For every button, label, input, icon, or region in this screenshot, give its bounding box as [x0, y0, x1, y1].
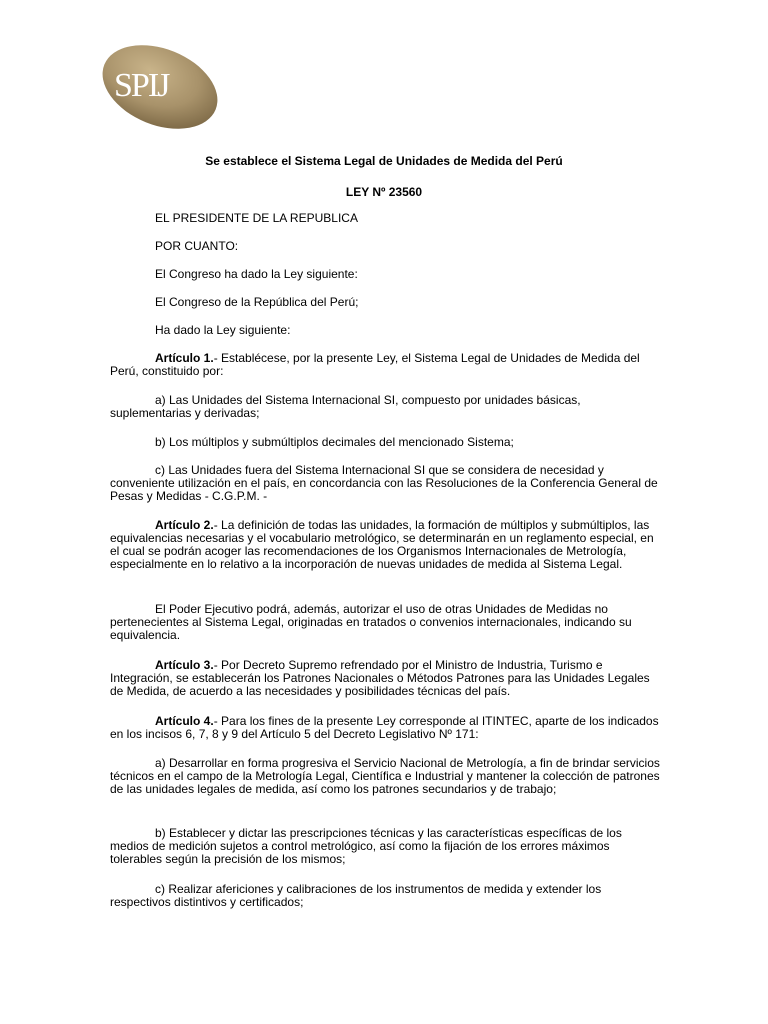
- preamble-line: El Congreso de la República del Perú;: [155, 295, 359, 309]
- article-1-item-b: b) Los múltiplos y submúltiplos decimales del mencionado Sistema;: [155, 435, 514, 449]
- article-1-item-c: c) Las Unidades fuera del Sistema Internacional SI que se considera de necesidad y conveniente utilización en el país, en concordancia con las Resoluciones de la Conferencia General de Pesas y Medidas - C.G.P.M. -: [110, 463, 658, 503]
- article-4-item-b: b) Establecer y dictar las prescripciones técnicas y las características específicas de los medios de medición sujetos a control metrológico, así como la fijación de los errores máximos tolerables según la precisión de los mismos;: [110, 826, 622, 866]
- article-3: [110, 659, 662, 698]
- article-label: Artículo 4.: [155, 714, 214, 728]
- article-1: [110, 352, 662, 378]
- article-label: Artículo 2.: [155, 518, 214, 532]
- preamble-line: EL PRESIDENTE DE LA REPUBLICA: [155, 211, 358, 225]
- spij-logo: [96, 44, 226, 130]
- article-1-item-a: a) Las Unidades del Sistema Internacional SI, compuesto por unidades básicas, suplementarias y derivadas;: [110, 393, 581, 420]
- article-4-item-c: c) Realizar afericiones y calibraciones de los instrumentos de medida y extender los respectivos distintivos y certificados;: [110, 882, 602, 909]
- law-number: LEY Nº 23560: [345, 185, 423, 199]
- article-text: - Para los fines de la presente Ley corresponde al ITINTEC, aparte de los indicados en los incisos 6, 7, 8 y 9 del Artículo 5 del Decreto Legislativo Nº 171:: [110, 714, 659, 741]
- logo-text: SPIJ: [114, 67, 169, 104]
- article-label: Artículo 1.: [155, 351, 214, 365]
- article-2-paragraph-2: El Poder Ejecutivo podrá, además, autorizar el uso de otras Unidades de Medidas no pertenecientes al Sistema Legal, originadas en tratados o convenios internacionales, indicando su equivalencia.: [110, 602, 632, 642]
- preamble-line: POR CUANTO:: [155, 239, 239, 253]
- article-text: - Por Decreto Supremo refrendado por el Ministro de Industria, Turismo e Integración, se establecerán los Patrones Nacionales o Métodos Patrones para las Unidades Legales de Medida, de acuerdo a las necesidades y posibilidades técnicas del país.: [110, 658, 650, 698]
- article-text: - Establécese, por la presente Ley, el Sistema Legal de Unidades de Medida del Perú, constituido por:: [110, 351, 640, 378]
- article-4-item-a: a) Desarrollar en forma progresiva el Servicio Nacional de Metrología, a fin de brindar servicios técnicos en el campo de la Metrología Legal, Científica e Industrial y mantener la colección de patrones de las unidades legales de medida, así como los patrones secundarios y de trabajo;: [110, 756, 660, 796]
- article-2: [110, 519, 662, 571]
- preamble-line: Ha dado la Ley siguiente:: [155, 323, 291, 337]
- article-text: - La definición de todas las unidades, la formación de múltiplos y submúltiplos, las equivalencias necesarias y el vocabulario metrológico, se determinarán en un reglamento especial, en el cual se podrán acoger las recomendaciones de los Organismos Internacionales de Metrología, especialmente en lo relativo a la incorporación de nuevas unidades de medida al Sistema Legal.: [110, 518, 654, 571]
- document-title: Se establece el Sistema Legal de Unidades de Medida del Perú: [205, 154, 563, 168]
- article-label: Artículo 3.: [155, 658, 214, 672]
- article-4: [110, 715, 662, 741]
- preamble-line: El Congreso ha dado la Ley siguiente:: [155, 267, 358, 281]
